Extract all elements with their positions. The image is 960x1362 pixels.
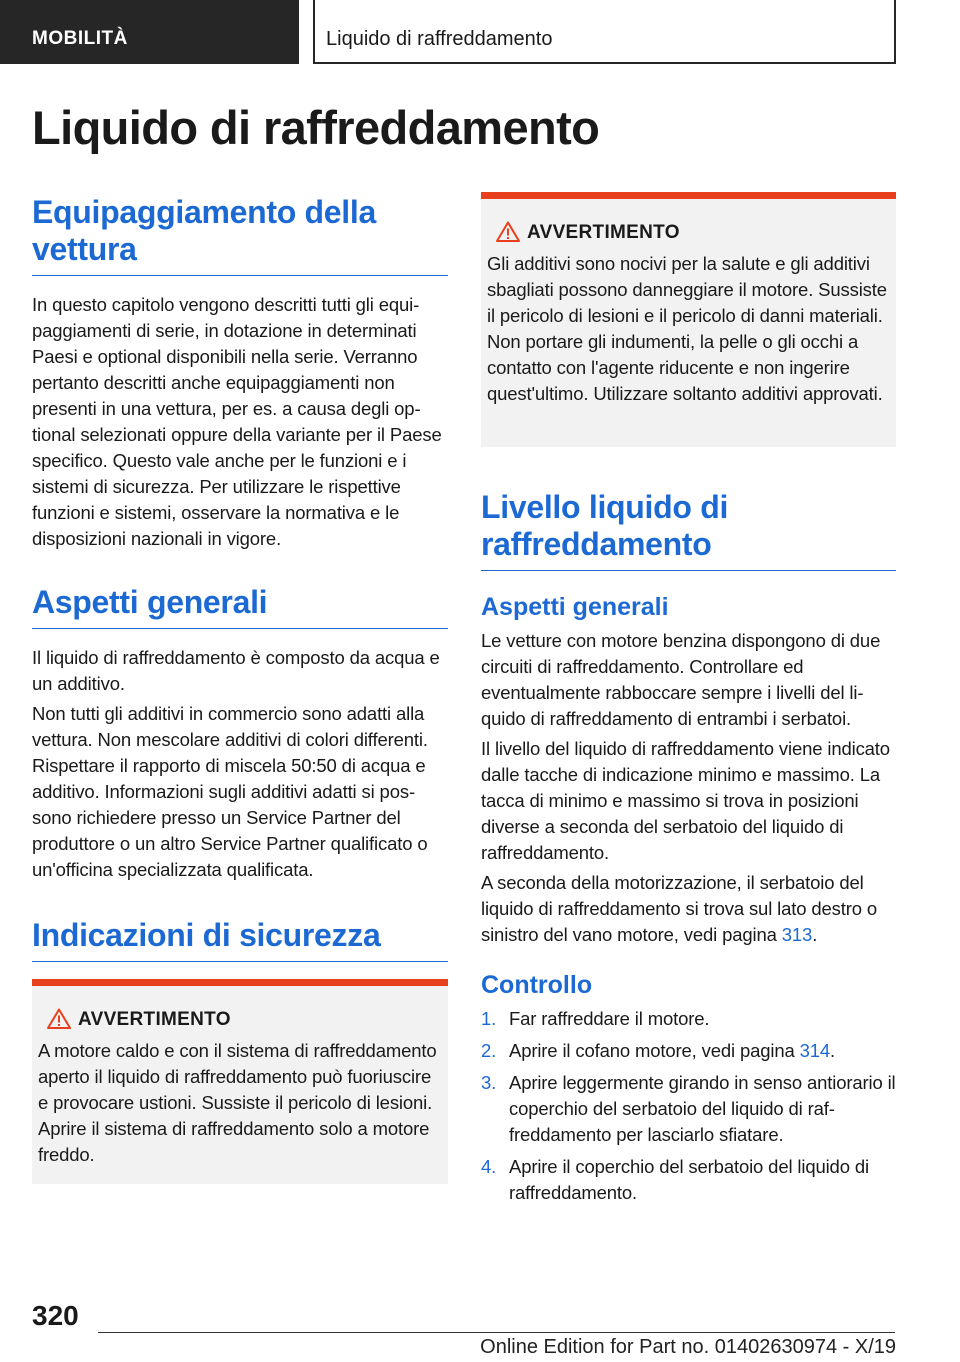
general-paragraph-1: Il liquido di raffreddamento è composto da acqua e un additivo. xyxy=(32,647,440,694)
warning-text: Gli additivi sono nocivi per la salute e gli additivi sbagliati possono danneggiare il motore. Sussiste il pericolo di lesioni e il pericolo di danni materiali. Non portare gli indumenti, la pelle o gli occhi a contatto con l'agente riducente e non ingerire quest'ultimo. Utilizzare soltanto additivi approvati. xyxy=(487,253,887,404)
page-number: 320 xyxy=(32,1300,79,1331)
equipment-text xyxy=(32,292,448,556)
warning-box-additives xyxy=(481,192,896,447)
level-paragraph-3-text: A seconda della motorizzazione, il serbatoio del liquido di raffreddamento si trova sul lato destro o sinistro del vano motore, vedi pagina xyxy=(481,872,878,945)
step-text: Far raffreddare il motore. xyxy=(509,1008,710,1029)
page-title: Liquido di raffreddamento xyxy=(32,101,600,154)
warning-text: A motore caldo e con il sistema di raffreddamento aperto il liquido di raffreddamento può fuoriuscire e provocare ustioni. Sussiste il pericolo di lesioni. Aprire il sistema di raffreddamento solo a motore freddo. xyxy=(38,1040,437,1165)
header-section-label: MOBILITÀ xyxy=(32,28,128,49)
step-text: Aprire il coperchio del serbatoio del liquido di raffreddamento. xyxy=(509,1156,869,1203)
general-text xyxy=(32,645,448,887)
step-item xyxy=(481,1154,896,1206)
safety-heading: Indicazioni di sicurezza xyxy=(32,917,448,962)
footer-divider xyxy=(98,1332,895,1333)
step-text: Aprire il cofano motore, vedi pagina xyxy=(509,1040,800,1061)
header-chapter-tab xyxy=(313,0,896,64)
warning-triangle-icon xyxy=(496,221,520,242)
footer-edition: Online Edition for Part no. 01402630974 - X/19 xyxy=(480,1336,896,1358)
step-text-end: . xyxy=(830,1040,836,1061)
page-link-314[interactable]: 314 xyxy=(799,1040,831,1061)
warning-title: AVVERTIMENTO xyxy=(78,1009,231,1030)
level-paragraph-3 xyxy=(481,870,896,948)
level-paragraph-3-end: . xyxy=(812,924,818,945)
warning-title-row xyxy=(38,1008,440,1030)
warning-box-hot-engine xyxy=(32,979,448,1184)
general-subheading: Aspetti generali xyxy=(481,593,669,621)
step-item xyxy=(481,1038,896,1064)
step-number: 1. xyxy=(481,1008,497,1029)
warning-triangle-icon xyxy=(47,1008,71,1029)
check-steps xyxy=(481,1006,896,1212)
check-subheading: Controllo xyxy=(481,971,593,999)
step-number: 3. xyxy=(481,1072,497,1093)
step-item xyxy=(481,1006,896,1032)
general-heading: Aspetti generali xyxy=(32,584,448,629)
step-item xyxy=(481,1070,896,1148)
warning-title-row xyxy=(487,221,888,243)
steps-list xyxy=(481,1006,896,1206)
equipment-paragraph: In questo capitolo vengono descritti tutti gli equipaggiamenti di serie, in dotazione in determinati Paesi e optional disponibili nella serie. Verranno pertanto descritti anche equipaggiamenti non presenti in una vettura, per es. a causa degli optional selezionati oppure della variante per il Paese specifico. Questo vale anche per le funzioni e i sistemi di sicurezza. Per utilizzare le rispettive funzioni e sistemi, osservare la normativa e le disposizioni nazionali in vigore. xyxy=(32,294,442,549)
step-text: Aprire leggermente girando in senso antiorario il coperchio del serbatoio del liquido di raffreddamento per lasciarlo sfiatare. xyxy=(509,1072,896,1145)
level-paragraph-1: Le vetture con motore benzina dispongono di due circuiti di raffreddamento. Controllare ed eventualmente rabboccare sempre i livelli del liquido di raffreddamento di entrambi i serbatoi. xyxy=(481,630,881,729)
equipment-heading: Equipaggiamento della vettura xyxy=(32,194,448,276)
header-chapter-label: Liquido di raffreddamento xyxy=(326,28,553,50)
coolant-level-text xyxy=(481,628,896,952)
header-section-tab xyxy=(0,0,299,64)
step-number: 2. xyxy=(481,1040,497,1061)
step-number: 4. xyxy=(481,1156,497,1177)
level-paragraph-2: Il livello del liquido di raffreddamento viene indicato dalle tacche di indicazione minimo e massimo. La tacca di minimo e massimo si trova in posizioni diverse a seconda del serbatoio del liquido di raffreddamento. xyxy=(481,738,890,863)
warning-title: AVVERTIMENTO xyxy=(527,222,680,243)
general-paragraph-2: Non tutti gli additivi in commercio sono adatti alla vettura. Non mescolare additivi di colori differenti. Rispettare il rapporto di miscela 50:50 di acqua e additivo. Informazioni sugli additivi adatti si possono richiedere presso un Service Partner del produttore o un altro Service Partner qualificato o un'officina specializzata qualificata. xyxy=(32,703,428,880)
page-link-313[interactable]: 313 xyxy=(781,924,813,945)
coolant-level-heading: Livello liquido di raffreddamento xyxy=(481,489,896,571)
